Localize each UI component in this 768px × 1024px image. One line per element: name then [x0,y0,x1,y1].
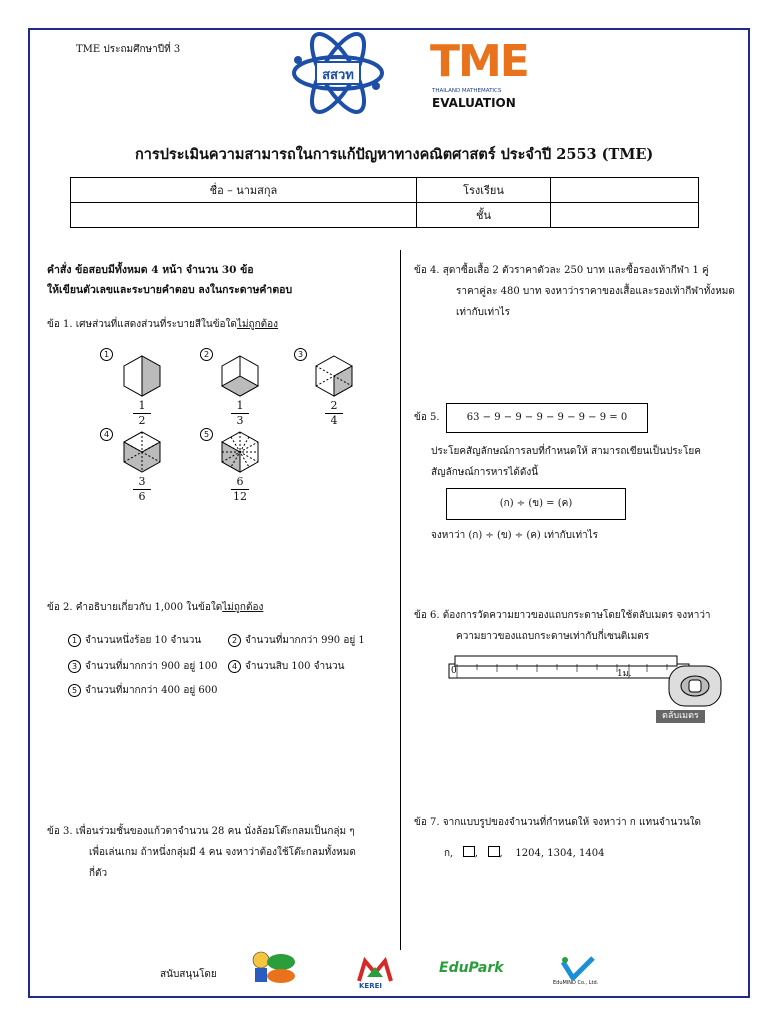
question-1-text [47,314,278,335]
question-1-figures [100,344,360,503]
school-label: โรงเรียน [417,178,551,203]
question-4-line2: ราคาคู่ละ 480 บาท จงหาว่าราคาของเสื้อและรองเท้ากีฬาทั้งหมด [456,286,735,297]
question-5-text2: สัญลักษณ์การหารได้ดังนี้ [431,467,539,478]
tme-logo-sub1: THAILAND MATHEMATICS [432,88,502,94]
option-2-fraction: 1 3 [228,400,252,427]
tape-zero-label: 0 [451,666,457,676]
tape-measure-caption: ตลับเมตร [656,710,705,723]
class-label: ชั้น [417,203,551,228]
subtraction-equation-box: 63 − 9 − 9 − 9 − 9 − 9 − 9 = 0 [446,403,648,433]
question-2-option-5: 5 จำนวนที่มากกว่า 400 อยู่ 600 [68,683,217,698]
question-2-option-2: 2 จำนวนที่มากกว่า 990 อยู่ 1 [228,633,365,648]
question-5-ask: จงหาว่า (ก) ÷ (ข) ÷ (ค) เท่ากับเท่าไร [431,530,599,541]
kerei-logo [355,955,395,995]
question-4-line3: เท่ากับเท่าไร [456,307,511,318]
option-marker: 3 [294,348,307,361]
option-5-fraction: 6 12 [233,475,247,503]
blank-square [488,846,500,857]
hexagon-quarter-shaded [312,354,356,398]
tape-mark-label: 1ม. [617,669,632,679]
support-label: สนับสนุนโดย [160,969,217,980]
instruction-line2: ให้เขียนตัวเลขและระบายคำตอบ ลงในกระดาษคำตอบ [47,284,293,296]
option-1-fraction: 1 2 [130,400,154,427]
grade-label: TME ประถมศึกษาปีที่ 3 [76,44,181,55]
question-2-text [47,597,263,618]
sequence-start: ก, [444,848,454,859]
question-2-prefix: ข้อ 2. คำอธิบายเกี่ยวกับ 1,000 ในข้อใด [47,602,223,613]
tme-logo-text: TME [430,36,528,87]
question-2-option-1: 1 จำนวนหนึ่งร้อย 10 จำนวน [68,633,201,648]
question-2-option-4: 4 จำนวนสิบ 100 จำนวน [228,659,344,674]
question-6-line1: ข้อ 6. ต้องการวัดความยาวของแถบกระดาษโดยใช้ตลับเมตร จงหาว่า [414,610,711,621]
class-field[interactable] [551,203,699,228]
school-field[interactable] [551,178,699,203]
question-3-line1: ข้อ 3. เพื่อนร่วมชั้นของแก้วตาจำนวน 28 คน นั่งล้อมโต๊ะกลมเป็นกลุ่ม ๆ [47,826,355,837]
ipst-logo-text: สสวท [322,68,354,83]
hexagon-sixths-shaded [120,430,164,474]
hexagon-twelfths-shaded [218,430,262,474]
question-2-emphasis: ไม่ถูกต้อง [222,602,264,613]
kerei-logo-text: KEREI [359,982,382,990]
question-1-emphasis: ไม่ถูกต้อง [236,319,279,330]
question-3-line3: กี่ตัว [89,868,108,879]
option-marker: 4 [100,428,113,441]
question-7-sequence: ก, , , 1204, 1304, 1404 [444,848,605,859]
sponsor-1-logo [247,948,297,988]
page-title: การประเมินความสามารถในการแก้ปัญหาทางคณิตศาสตร์ ประจำปี 2553 (TME) [135,146,654,163]
instruction-line1: คำสั่ง ข้อสอบมีทั้งหมด 4 หน้า จำนวน 30 ข้อ [47,264,254,276]
name-field[interactable] [71,203,417,228]
question-3-line2: เพื่อเล่นเกม ถ้าหนึ่งกลุ่มมี 4 คน จงหาว่าต้องใช้โต๊ะกลมทั้งหมด [89,847,356,858]
option-marker: 2 [200,348,213,361]
option-3-fraction: 2 4 [322,400,346,427]
question-4-line1: ข้อ 4. สุดาซื้อเสื้อ 2 ตัวราคาตัวละ 250 บาท และซื้อรองเท้ากีฬา 1 คู่ [414,265,709,276]
question-5-label: ข้อ 5. [414,412,440,423]
question-5-text1: ประโยคสัญลักษณ์การลบที่กำหนดให้ สามารถเขียนเป็นประโยค [431,446,701,457]
question-1-prefix: ข้อ 1. เศษส่วนที่แสดงส่วนที่ระบายสีในข้อใด [47,319,237,330]
name-label: ชื่อ – นามสกุล [71,178,417,203]
edupark-logo: EduPark [439,960,504,976]
edumind-logo [553,956,603,992]
tme-logo [430,36,528,116]
tme-logo-sub2: EVALUATION [432,96,516,110]
edumind-logo-text: EduMIND Co., Ltd. [553,980,599,986]
ipst-logo [288,28,388,118]
question-2-option-3: 3 จำนวนที่มากกว่า 900 อยู่ 100 [68,659,217,674]
blank-square [463,846,475,857]
option-marker: 5 [200,428,213,441]
sequence-values: 1204, 1304, 1404 [515,848,605,859]
question-6-line2: ความยาวของแถบกระดาษเท่ากับกี่เซนติเมตร [456,631,650,642]
column-divider [400,250,401,950]
student-info-table [70,177,699,228]
option-marker: 1 [100,348,113,361]
hexagon-third-shaded [218,354,262,398]
hexagon-half-shaded [120,354,164,398]
question-7-line1: ข้อ 7. จากแบบรูปของจำนวนที่กำหนดให้ จงหาว่า ก แทนจำนวนใด [414,817,702,828]
option-4-fraction: 3 6 [130,476,154,503]
division-equation-box: (ก) ÷ (ข) = (ค) [446,488,626,520]
